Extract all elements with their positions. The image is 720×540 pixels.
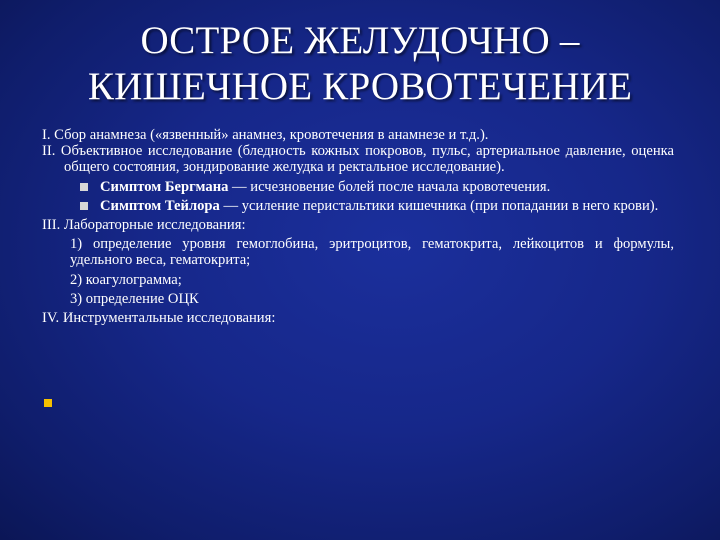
- bullet-marker: [80, 183, 88, 191]
- section-instrumental: IV. Инструментальные исследования:: [42, 310, 276, 327]
- taylor-sign-desc: — усиление перистальтики кишечника (при попадании в него крови).: [219, 197, 659, 214]
- section-objective-exam: II. Объективное исследование (бледность кожных покровов, пульс, артериальное давление, оценка общего состояния, зондирование желудка и ректальное исследование).: [42, 143, 674, 176]
- section-lab-tests: III. Лабораторные исследования:: [42, 217, 246, 234]
- bullet-marker: [80, 202, 88, 210]
- taylor-sign-name: Симптом Тейлора: [100, 197, 220, 214]
- lab-item-3: 3) определение ОЦК: [70, 290, 199, 307]
- empty-bullet-marker: [44, 399, 52, 407]
- section-anamnesis: I. Сбор анамнеза («язвенный» анамнез, кровотечения в анамнезе и т.д.).: [42, 127, 489, 143]
- slide-title: [20, 18, 700, 110]
- bergmann-sign-name: Симптом Бергмана: [100, 178, 229, 195]
- lab-item-2: 2) коагулограмма;: [70, 271, 182, 288]
- lab-item-1: 1) определение уровня гемоглобина, эритроцитов, гематокрита, лейкоцитов и формулы, удельного веса, гематокрита;: [70, 236, 674, 269]
- bergmann-sign-desc: — исчезновение болей после начала кровотечения.: [228, 178, 551, 195]
- title-line-1: ОСТРОЕ ЖЕЛУДОЧНО –: [140, 19, 580, 62]
- bergmann-sign-item: [42, 179, 674, 195]
- title-line-2: КИШЕЧНОЕ КРОВОТЕЧЕНИЕ: [87, 65, 633, 108]
- taylor-sign-item: [42, 198, 674, 214]
- slide-body: [42, 127, 674, 326]
